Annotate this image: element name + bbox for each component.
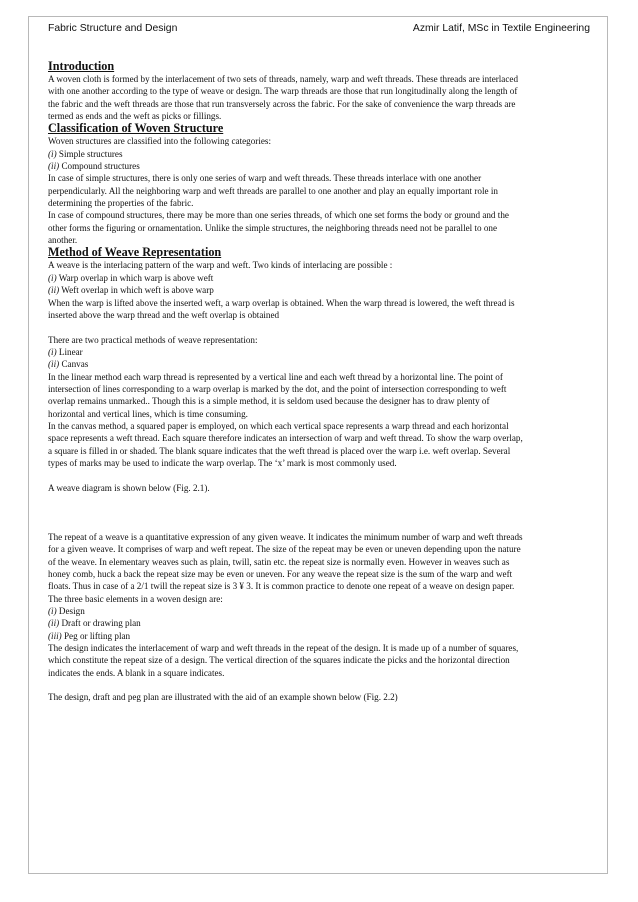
header-course-title: Fabric Structure and Design (48, 23, 178, 34)
list-item (48, 358, 528, 370)
list-text: Compound structures (59, 161, 140, 172)
list-number: (i) (48, 606, 57, 617)
elements-lead: The three basic elements in a woven design are: (48, 593, 223, 604)
spacer (48, 679, 528, 691)
canvas-method-paragraph: In the canvas method, a squared paper is employed, on which each vertical space represents a warp thread and each horizontal space represents a weft thread. Each square therefore indicates an intersection of warp and weft thread. To show the warp overlap, a square is filled in or shaded. The blank square indicates that the weft thread is placed over the warp i.e. weft overlap. Several types of marks may be used to indicate the warp overlap. The ‘x’ mark is most commonly used. (48, 420, 523, 468)
list-item (48, 160, 528, 172)
overlap-paragraph: When the warp is lifted above the inserted weft, a warp overlap is obtained. When the warp thread is lowered, the weft thread is inserted above the warp thread and the weft overlap is obtained (48, 297, 515, 320)
weave-lead: A weave is the interlacing pattern of the warp and weft. Two kinds of interlacing are possible : (48, 260, 393, 271)
list-text: Warp overlap in which warp is above weft (56, 272, 214, 283)
closing-paragraph: The design, draft and peg plan are illustrated with the aid of an example shown below (Fig. 2.2) (48, 692, 398, 703)
list-item (48, 284, 528, 296)
document-body (48, 60, 528, 704)
design-paragraph: The design indicates the interlacement of warp and weft threads in the repeat of the design. It is made up of a number of squares, which constitute the repeat size of a design. The vertical direction of the squares indicate the picks and the horizontal direction indicates the ends. A blank in a square indicates. (48, 643, 519, 678)
figure-placeholder (48, 494, 528, 531)
list-number: (iii) (48, 630, 62, 641)
page-header (48, 23, 590, 34)
list-text: Peg or lifting plan (61, 630, 131, 641)
intro-paragraph: A woven cloth is formed by the interlacement of two sets of threads, namely, warp and weft threads. These threads are interlaced with one another according to the type of weave or design. The warp threads are those that run longitudinally along the length of the fabric and the weft threads are those that run transversely across the fabric. For the sake of convenience the warp threads are termed as ends and the weft as picks or fillings. (48, 74, 519, 122)
heading-classification: Classification of Woven Structure (48, 121, 224, 136)
list-item (48, 605, 528, 617)
list-text: Design (56, 606, 85, 617)
list-number: (i) (48, 272, 57, 283)
list-number: (ii) (48, 618, 60, 629)
list-item (48, 272, 528, 284)
simple-structures-paragraph: In case of simple structures, there is only one series of warp and weft threads. These threads interlace with one another perpendicularly. All the neighboring warp and weft threads are parallel to one another and play an equally important role in determining the properties of the fabric. (48, 173, 498, 209)
heading-introduction: Introduction (48, 59, 115, 73)
header-author: Azmir Latif, MSc in Textile Engineering (412, 23, 590, 34)
list-number: (i) (48, 346, 57, 357)
list-number: (ii) (48, 285, 60, 296)
list-text: Weft overlap in which weft is above warp (59, 285, 214, 296)
list-item (48, 346, 528, 358)
spacer (48, 321, 528, 333)
list-text: Simple structures (56, 148, 123, 159)
compound-structures-paragraph: In case of compound structures, there may be more than one series threads, of which one set forms the body or ground and the other forms the figuring or ornamentation. Unlike the simple structures, the neighboring threads need not be parallel to one another. (48, 210, 509, 246)
heading-weave-representation: Method of Weave Representation (48, 245, 222, 260)
list-item (48, 630, 528, 642)
list-item (48, 148, 528, 160)
list-text: Linear (56, 346, 83, 357)
list-number: (ii) (48, 161, 60, 172)
linear-method-paragraph: In the linear method each warp thread is represented by a vertical line and each weft thread by a horizontal line. The point of intersection of lines corresponding to a warp overlap is marked by the dot, and the point of intersection corresponding to weft overlap remains unmarked.. Though this is a simple method, it is seldom used because the designer has to draw plenty of horizontal and vertical lines, which is time consuming. (48, 371, 507, 419)
list-text: Canvas (59, 359, 89, 370)
list-text: Draft or drawing plan (59, 618, 141, 629)
list-item (48, 617, 528, 629)
spacer (48, 469, 528, 481)
list-number: (i) (48, 148, 57, 159)
figure-reference: A weave diagram is shown below (Fig. 2.1). (48, 482, 210, 493)
list-number: (ii) (48, 359, 60, 370)
classification-lead: Woven structures are classified into the following categories: (48, 136, 272, 147)
repeat-paragraph: The repeat of a weave is a quantitative expression of any given weave. It indicates the minimum number of warp and weft threads for a given weave. It comprises of warp and weft repeat. The size of the repeat may be even or uneven depending upon the nature of the weave. In elementary weaves such as plain, twill, satin etc. the repeat size is normally even. However in weaves such as honey comb, huck a back the repeat size may be even or uneven. For any weave the repeat size is the sum of the warp and weft floats. Thus in case of a 2/1 twill the repeat size is 3 ¥ 3. It is common practice to denote one repeat of a weave on design paper. (48, 532, 523, 592)
methods-lead: There are two practical methods of weave representation: (48, 334, 258, 345)
